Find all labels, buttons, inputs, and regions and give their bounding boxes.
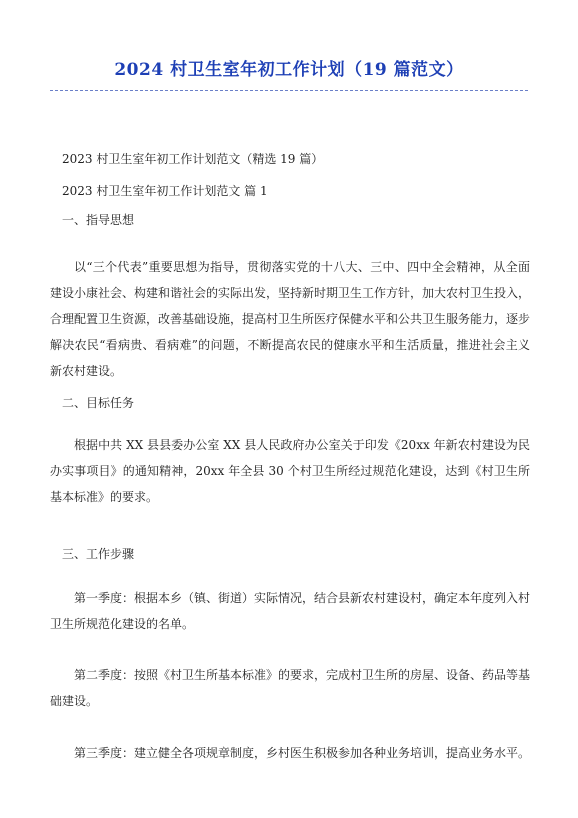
section-heading-goals: 二、目标任务 — [62, 396, 135, 410]
step-item-q2: 第二季度：按照《村卫生所基本标准》的要求，完成村卫生所的房屋、设备、药品等基础建设。 — [50, 668, 531, 708]
section-heading-guiding: 一、指导思想 — [62, 213, 135, 227]
step-item-q1: 第一季度：根据本乡（镇、街道）实际情况，结合县新农村建设村，确定本年度列入村卫生所规范化建设的名单。 — [50, 591, 531, 631]
title-divider — [50, 90, 528, 91]
document-subtitle: 2023 村卫生室年初工作计划范文（精选 19 篇） — [62, 152, 324, 166]
document-title: 2024 村卫生室年初工作计划（19 篇范文） — [114, 60, 464, 80]
article-heading: 2023 村卫生室年初工作计划范文 篇 1 — [62, 184, 268, 198]
section-paragraph-guiding: 以“三个代表”重要思想为指导，贯彻落实党的十八大、三中、四中全会精神，从全面建设小康社会、构建和谐社会的实际出发，坚持新时期卫生工作方针，加大农村卫生投入，合理配置卫生资源，改善基础设施，提高村卫生所医疗保健水平和公共卫生服务能力，逐步解决农民“看病贵、看病难”的问题，不断提高农民的健康水平和生活质量，推进社会主义新农村建设。 — [50, 260, 531, 378]
section-paragraph-goals: 根据中共 XX 县县委办公室 XX 县人民政府办公室关于印发《20xx 年新农村建设为民办实事项目》的通知精神，20xx 年全县 30 个村卫生所经过规范化建设，达到《村卫生所基本标准》的要求。 — [50, 438, 530, 504]
step-item-q3: 第三季度：建立健全各项规章制度，乡村医生积极参加各种业务培训，提高业务水平。 — [74, 746, 531, 760]
section-heading-steps: 三、工作步骤 — [62, 547, 135, 561]
